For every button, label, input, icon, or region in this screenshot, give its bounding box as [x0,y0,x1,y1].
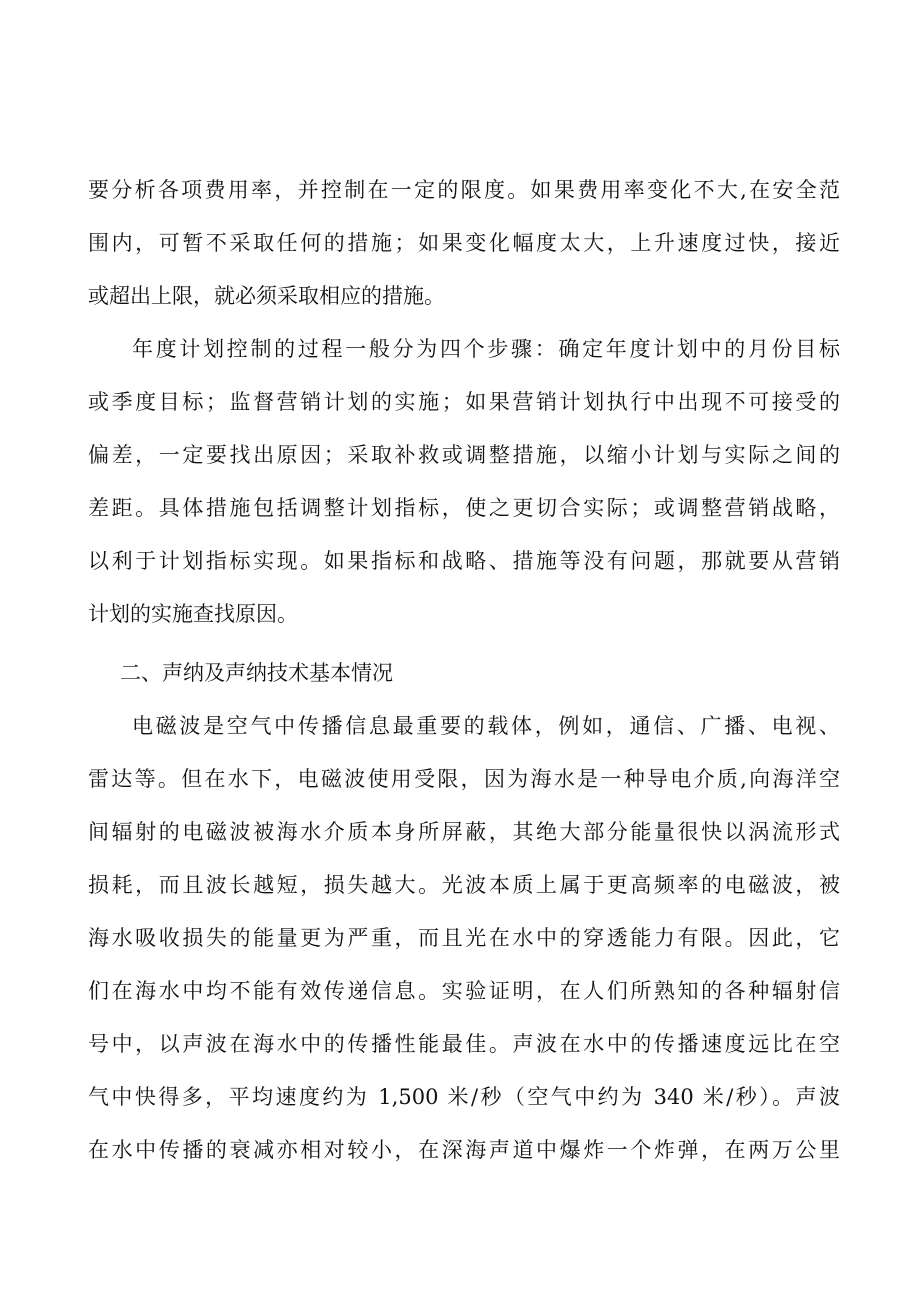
p1-line-2: 围内，可暂不采取任何的措施；如果变化幅度太大，上升速度过快，接近 [88,231,840,255]
p3-line-7: 号中，以声波在海水中的传播性能最佳。声波在水中的传播速度远比在空 [88,1032,840,1056]
p2-line-4: 差距。具体措施包括调整计划指标，使之更切合实际；或调整营销战略， [88,496,840,520]
p3-line-6: 们在海水中均不能有效传递信息。实验证明，在人们所熟知的各种辐射信 [88,979,840,1003]
p3-line-5: 海水吸收损失的能量更为严重，而且光在水中的穿透能力有限。因此，它 [88,926,840,950]
p2-line-5: 以利于计划指标实现。如果指标和战略、措施等没有问题，那就要从营销 [88,549,840,573]
p3-line-4: 损耗，而且波长越短，损失越大。光波本质上属于更高频率的电磁波，被 [88,873,840,897]
section-heading: 二、声纳及声纳技术基本情况 [120,661,393,685]
p3-line-2: 雷达等。但在水下，电磁波使用受限，因为海水是一种导电介质,向海洋空 [88,767,840,791]
p3-line-8: 气中快得多，平均速度约为 1,500 米/秒（空气中约为 340 米/秒）。声波 [88,1085,840,1109]
p3-line-1: 电磁波是空气中传播信息最重要的载体，例如，通信、广播、电视、 [132,714,840,738]
p2-line-6: 计划的实施查找原因。 [88,602,298,626]
p3-line-9: 在水中传播的衰减亦相对较小，在深海声道中爆炸一个炸弹，在两万公里 [88,1138,840,1162]
p2-line-1: 年度计划控制的过程一般分为四个步骤：确定年度计划中的月份目标 [132,337,840,361]
p2-line-2: 或季度目标；监督营销计划的实施；如果营销计划执行中出现不可接受的 [88,390,840,414]
p2-line-3: 偏差，一定要找出原因；采取补救或调整措施，以缩小计划与实际之间的 [88,443,840,467]
p3-line-3: 间辐射的电磁波被海水介质本身所屏蔽，其绝大部分能量很快以涡流形式 [88,820,840,844]
p1-line-1: 要分析各项费用率，并控制在一定的限度。如果费用率变化不大,在安全范 [88,178,840,202]
p1-line-3: 或超出上限，就必须采取相应的措施。 [88,284,445,308]
